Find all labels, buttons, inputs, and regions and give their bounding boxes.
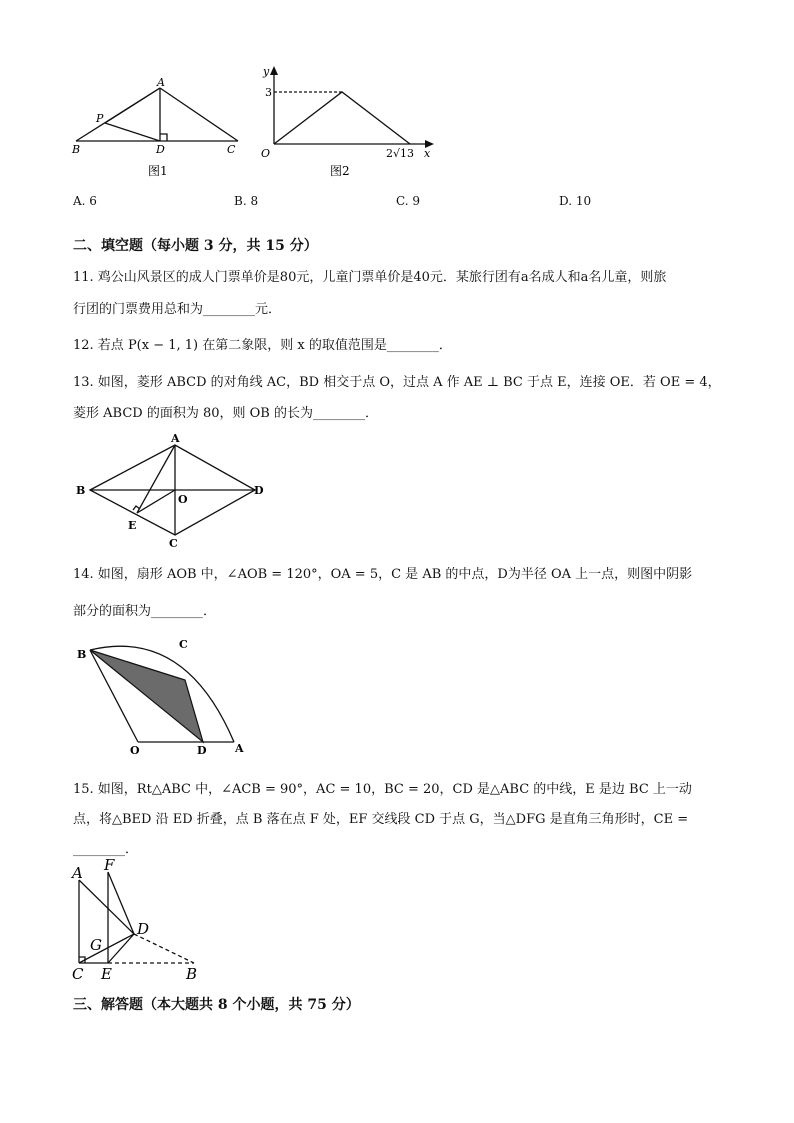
option-d: D. 10 bbox=[559, 194, 592, 208]
q14-line-1: 14. 如图，扇形 AOB 中，∠AOB = 120°，OA = 5，C 是 AB 的中点，D为半径 OA 上一点，则图中阴影 bbox=[73, 567, 693, 582]
q15-line-3: ________． bbox=[73, 842, 139, 857]
q15-label-g: G bbox=[90, 936, 102, 954]
q15-line-2: 点，将△BED 沿 ED 折叠，点 B 落在点 F 处，EF 交线段 CD 于点 G，当△DFG 是直角三角形时，CE = bbox=[73, 812, 689, 827]
fig2-label-origin: O bbox=[261, 147, 271, 160]
fig1-label-a: A bbox=[157, 76, 165, 89]
q15-line-1: 15. 如图，Rt△ABC 中，∠ACB = 90°，AC = 10，BC = 20，CD 是△ABC 的中线，E 是边 BC 上一动 bbox=[73, 782, 692, 797]
q14-label-a: A bbox=[235, 742, 244, 755]
figure-q15-fold bbox=[70, 858, 210, 983]
q15-label-b: B bbox=[186, 965, 198, 983]
figure-q13-rhombus bbox=[70, 428, 275, 550]
q14-line-2: 部分的面积为________． bbox=[73, 604, 217, 619]
fig1-label-c: C bbox=[227, 143, 236, 156]
q13-label-e: E bbox=[128, 519, 137, 532]
q13-line-2: 菱形 ABCD 的面积为 80，则 OB 的长为________． bbox=[73, 406, 378, 421]
q15-label-c: C bbox=[72, 965, 84, 983]
q15-label-e: E bbox=[101, 965, 112, 983]
q15-label-a: A bbox=[72, 864, 83, 882]
q13-label-b: B bbox=[76, 484, 86, 497]
q13-label-a: A bbox=[171, 432, 180, 445]
option-c: C. 9 bbox=[396, 194, 421, 208]
fig2-tick-3: 3 bbox=[265, 86, 272, 99]
q13-label-o: O bbox=[178, 493, 188, 506]
fig1-label-d: D bbox=[156, 143, 165, 156]
figure-2-graph bbox=[256, 62, 446, 182]
section-3-title: 三、解答题（本大题共 8 个小题，共 75 分） bbox=[73, 997, 360, 1013]
q14-label-o: O bbox=[130, 744, 140, 757]
q11-line-2: 行团的门票费用总和为________元． bbox=[73, 302, 282, 317]
fig2-caption: 图2 bbox=[330, 164, 350, 178]
fig1-label-p: P bbox=[96, 112, 104, 125]
q11-line-1: 11. 鸡公山风景区的成人门票单价是80元，儿童门票单价是40元．某旅行团有a名成人和a名儿童，则旅 bbox=[73, 270, 667, 285]
fig1-label-b: B bbox=[72, 143, 81, 156]
q14-label-b: B bbox=[77, 648, 87, 661]
option-b: B. 8 bbox=[234, 194, 259, 208]
q13-line-1: 13. 如图，菱形 ABCD 的对角线 AC，BD 相交于点 O，过点 A 作 AE ⊥ BC 于点 E，连接 OE．若 OE = 4， bbox=[73, 375, 721, 390]
q13-label-c: C bbox=[169, 537, 178, 550]
fig1-caption: 图1 bbox=[148, 164, 168, 178]
fig2-tick-2sqrt13: 2√13 bbox=[386, 147, 415, 160]
q14-label-d: D bbox=[197, 744, 207, 757]
q15-label-d: D bbox=[137, 920, 150, 938]
q14-label-c: C bbox=[179, 638, 188, 651]
fig2-label-x: x bbox=[424, 147, 431, 160]
q12-line-1: 12. 若点 P(x − 1, 1) 在第二象限，则 x 的取值范围是________． bbox=[73, 338, 452, 353]
option-a: A. 6 bbox=[73, 194, 97, 208]
fig2-label-y: y bbox=[263, 65, 270, 78]
q13-label-d: D bbox=[254, 484, 264, 497]
section-2-title: 二、填空题（每小题 3 分，共 15 分） bbox=[73, 238, 318, 254]
figure-q14-sector bbox=[70, 632, 255, 757]
q15-label-f: F bbox=[104, 858, 115, 874]
figure-1-triangle bbox=[66, 72, 246, 182]
